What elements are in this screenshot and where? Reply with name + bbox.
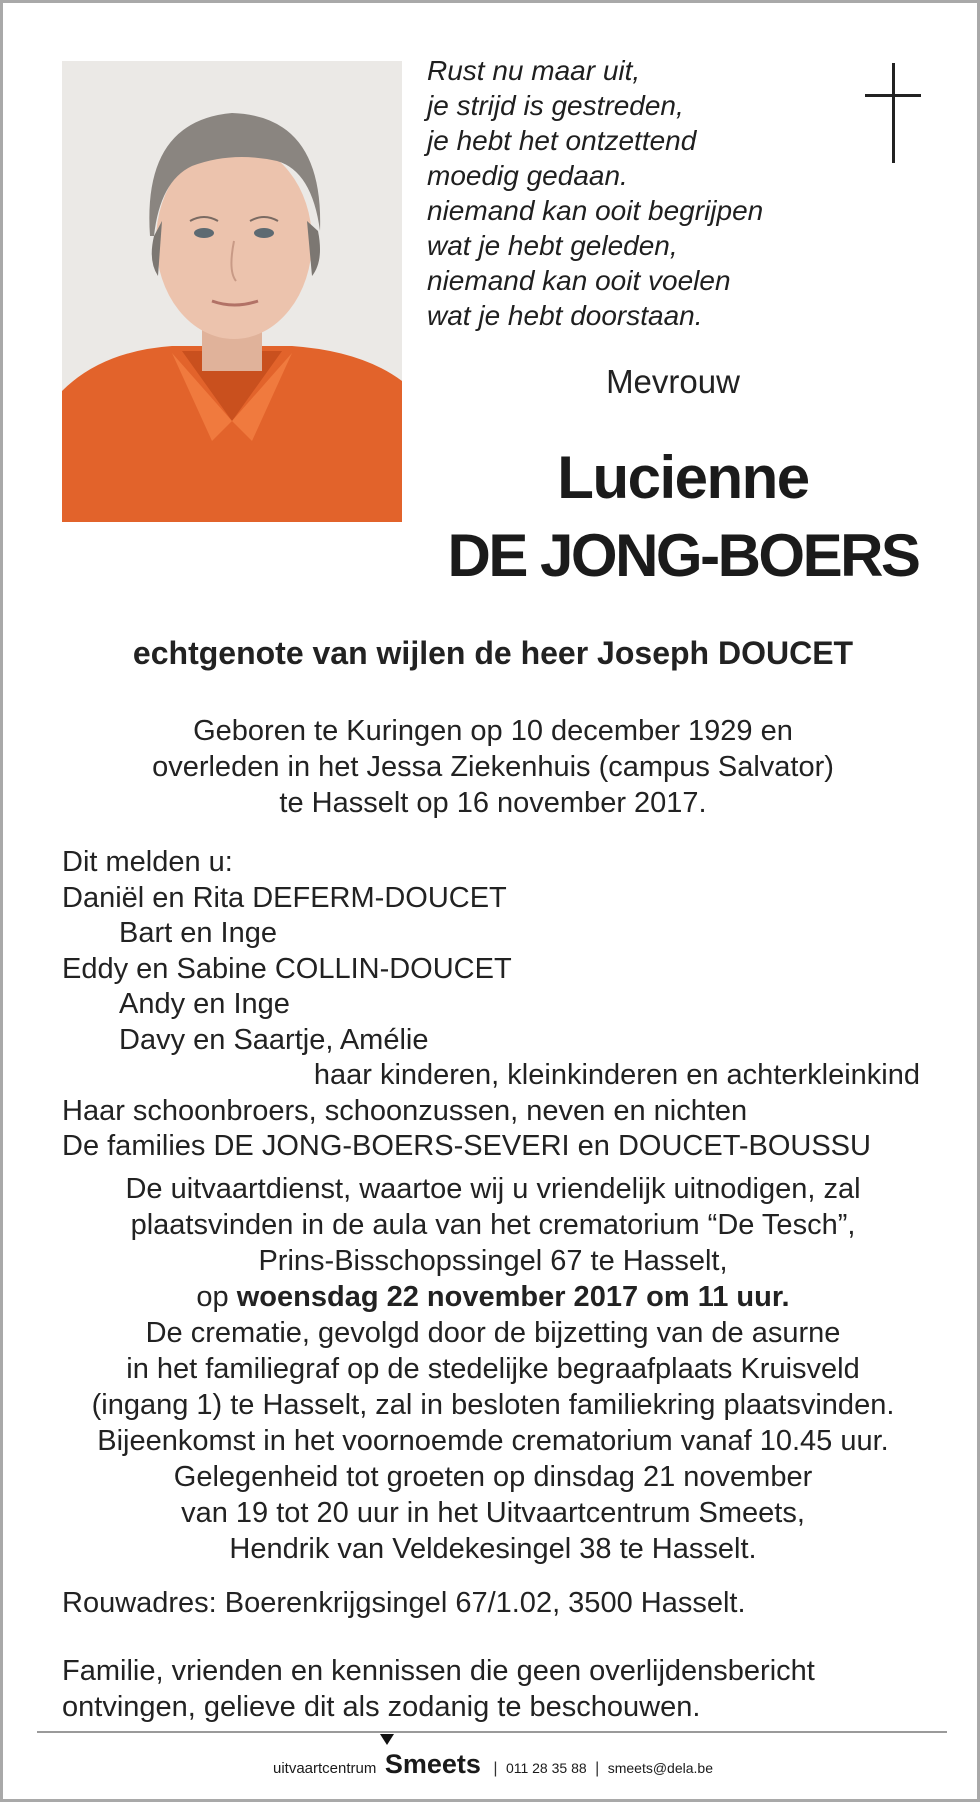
family-line: Davy en Saartje, Amélie [119,1023,429,1056]
deceased-first-name: Lucienne [557,444,809,511]
funeral-line: Prins-Bisschopssingel 67 te Hasselt, [258,1245,728,1277]
notice-line: Familie, vrienden en kennissen die geen overlijdensbericht [62,1655,815,1687]
funeral-date: woensdag 22 november 2017 om 11 uur. [236,1281,790,1313]
family-line: Haar schoonbroers, schoonzussen, neven en nichten [62,1094,748,1127]
poem-line: niemand kan ooit begrijpen [427,195,764,226]
portrait-illustration [62,61,402,522]
family-line: Bart en Inge [119,917,277,949]
funeral-line: plaatsvinden in de aula van het crematorium “De Tesch”, [130,1209,856,1241]
funeral-line: (ingang 1) te Hasselt, zal in besloten familiekring plaatsvinden. [91,1389,895,1421]
portrait-photo [62,61,402,522]
funeral-line: Gelegenheid tot groeten op dinsdag 21 november [173,1461,813,1493]
triangle-marker-icon [380,1734,394,1745]
deceased-last-name: DE JONG-BOERS [447,522,919,589]
funeral-details [43,1171,943,1567]
announcement-intro: Dit melden u: [62,846,233,878]
poem-line: Rust nu maar uit, [427,55,641,86]
family-line: Andy en Inge [119,988,290,1020]
memorial-poem [427,53,827,333]
birth-death-line: te Hasselt op 16 november 2017. [279,787,707,819]
honorific: Mevrouw [606,363,740,400]
family-relation-line: haar kinderen, kleinkinderen en achterkleinkind [313,1059,920,1091]
birth-death-line: Geboren te Kuringen op 10 december 1929 en [193,715,793,747]
funeral-home-footer [43,1749,943,1780]
poem-line: je strijd is gestreden, [427,90,684,121]
poem-line: moedig gedaan. [427,160,628,191]
funeral-line: in het familiegraf op de stedelijke begraafplaats Kruisveld [126,1353,860,1385]
family-line: Eddy en Sabine COLLIN-DOUCET [62,952,512,985]
funeral-line: Bijeenkomst in het voornoemde crematorium vanaf 10.45 uur. [97,1425,889,1457]
funeral-line: De crematie, gevolgd door de bijzetting van de asurne [145,1317,841,1349]
poem-line: je hebt het ontzettend [427,125,697,156]
family-line: De families DE JONG-BOERS-SEVERI en DOUCET-BOUSSU [62,1130,871,1162]
funeral-line: De uitvaartdienst, waartoe wij u vriendelijk uitnodigen, zal [125,1173,861,1205]
announcement-list [62,845,942,1165]
closing-notice [62,1653,942,1725]
footer-separator: | [595,1760,600,1777]
footer-divider [37,1731,947,1733]
footer-separator: | [493,1760,498,1777]
footer-phone: 011 28 35 88 [505,1760,587,1776]
birth-death-line: overleden in het Jessa Ziekenhuis (campus Salvator) [152,751,834,783]
funeral-home-brand: Smeets [384,1749,481,1779]
funeral-date-prefix: op [196,1281,237,1313]
funeral-line: Hendrik van Veldekesingel 38 te Hasselt. [229,1533,757,1565]
spouse-line: echtgenote van wijlen de heer Joseph DOUCET [132,635,854,671]
poem-line: wat je hebt geleden, [427,230,678,261]
latin-cross-icon [865,63,921,163]
funeral-date-line [43,1279,943,1315]
poem-line: wat je hebt doorstaan. [427,300,703,331]
family-line: Daniël en Rita DEFERM-DOUCET [62,881,507,914]
footer-email: smeets@dela.be [607,1760,713,1776]
notice-line: ontvingen, gelieve dit als zodanig te beschouwen. [62,1691,701,1723]
birth-death-details [43,713,943,821]
footer-prefix: uitvaartcentrum [272,1760,377,1777]
funeral-line: van 19 tot 20 uur in het Uitvaartcentrum Smeets, [181,1497,805,1529]
mourning-address: Rouwadres: Boerenkrijgsingel 67/1.02, 3500 Hasselt. [62,1587,746,1619]
poem-line: niemand kan ooit voelen [427,265,731,296]
